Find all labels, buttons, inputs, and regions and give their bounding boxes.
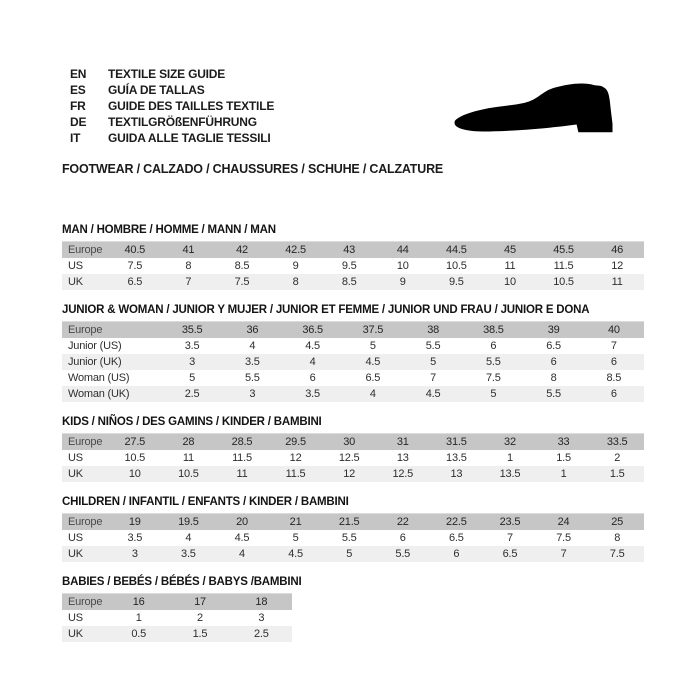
size-cell: 1 [506,452,513,464]
table-row [62,450,644,466]
size-cell: 6 [610,388,617,400]
size-cell: 4 [239,548,245,560]
size-cell: 7 [560,548,567,560]
section-title: KIDS / NIÑOS / DES GAMINS / KINDER / BAMBINI [62,416,322,428]
table-row [62,610,292,626]
size-cell: 7.5 [486,372,501,384]
section-title: CHILDREN / INFANTIL / ENFANTS / KINDER / BAMBINI [62,496,349,508]
size-cell: 1 [135,612,142,624]
table-row [62,258,644,274]
table-row [62,370,644,386]
language-row [70,114,274,130]
size-cell: 42 [236,244,248,256]
category-heading: FOOTWEAR / CALZADO / CHAUSSURES / SCHUHE / CALZATURE [62,162,444,176]
language-row [70,66,274,82]
size-cell: 36 [246,324,259,336]
size-cell: 17 [194,596,206,608]
size-cell: 10.5 [446,260,467,272]
size-cell: 20 [236,516,248,528]
row-label: UK [68,468,83,480]
size-cell: 8 [292,276,299,288]
table-row [62,546,644,562]
table-row [62,626,292,642]
size-cell: 31 [396,436,409,448]
row-label: Europe [68,324,103,336]
size-cell: 5 [430,356,437,368]
size-cell: 41 [182,244,195,256]
size-cell: 12 [289,452,302,464]
size-cell: 5 [292,532,299,544]
row-label: UK [68,548,83,560]
table-row [62,338,644,354]
size-cell: 12.5 [392,468,414,480]
table-row [62,530,644,546]
section-title: JUNIOR & WOMAN / JUNIOR Y MUJER / JUNIOR ET FEMME / JUNIOR UND FRAU / JUNIOR E DONA [62,304,590,316]
size-cell: 1.5 [192,628,208,640]
size-cell: 13 [396,452,409,464]
table-row [62,274,644,290]
size-cell: 5.5 [245,372,260,384]
row-label: Europe [68,436,103,448]
size-cell: 12 [343,468,356,480]
size-cell: 6.5 [449,532,464,544]
size-table [62,321,644,402]
row-label: Europe [68,244,103,256]
size-cell: 32 [504,436,516,448]
size-cell: 6.5 [502,548,518,560]
size-cell: 28.5 [231,436,253,448]
size-cell: 37.5 [362,324,384,336]
size-cell: 4.5 [234,532,250,544]
size-cell: 6 [550,356,557,368]
size-section [62,304,652,402]
size-cell: 7 [430,372,437,384]
language-title: TEXTILGRÖßENFÜHRUNG [108,115,257,129]
table-row [62,594,292,611]
language-title: TEXTILE SIZE GUIDE [108,67,226,81]
size-cell: 4.5 [288,548,303,560]
size-cell: 6.5 [546,340,561,352]
size-cell: 22 [396,516,409,528]
size-cell: 10 [504,276,516,288]
size-cell: 10 [396,260,409,272]
size-cell: 16 [132,596,145,608]
size-cell: 9.5 [449,276,464,288]
size-cell: 13 [450,468,463,480]
size-cell: 2.5 [253,628,269,640]
table-row [62,386,644,402]
size-table [62,241,644,290]
size-cell: 19 [128,516,141,528]
size-cell: 7.5 [556,532,571,544]
size-cell: 31.5 [446,436,467,448]
row-label: US [68,452,83,464]
size-cell: 7 [610,340,617,352]
size-cell: 2 [614,452,621,464]
language-code: IT [70,131,81,145]
size-cell: 2.5 [184,388,200,400]
table-row [62,514,644,531]
size-cell: 1.5 [609,468,625,480]
table-row [62,466,644,482]
size-cell: 42.5 [285,244,306,256]
size-cell: 7.5 [609,548,625,560]
size-cell: 8.5 [234,260,250,272]
table-row [62,242,644,259]
table-row [62,354,644,370]
size-cell: 24 [557,516,570,528]
row-label: Junior (US) [68,340,122,352]
size-cell: 4 [309,356,316,368]
size-cell: 3 [189,356,196,368]
size-cell: 7 [506,532,513,544]
language-code: DE [70,115,87,129]
size-cell: 3.5 [181,548,196,560]
size-cell: 4 [369,388,376,400]
size-cell: 2 [197,612,203,624]
row-label: Europe [68,516,103,528]
language-code: EN [70,67,87,81]
size-cell: 6.5 [127,276,143,288]
language-row [70,130,274,146]
size-cell: 22.5 [446,516,467,528]
size-cell: 4 [185,532,192,544]
size-cell: 5.5 [341,532,357,544]
size-cell: 3.5 [184,340,200,352]
size-cell: 12.5 [338,452,360,464]
size-cell: 6.5 [365,372,381,384]
row-label: Europe [68,596,103,608]
size-cell: 5 [490,388,497,400]
row-label: US [68,612,83,624]
language-row [70,82,274,98]
size-cell: 4.5 [365,356,381,368]
size-cell: 38 [427,324,440,336]
language-title: GUÍA DE TALLAS [108,83,205,97]
size-cell: 39 [547,324,560,336]
size-cell: 5.5 [486,356,501,368]
size-cell: 5.5 [395,548,411,560]
size-cell: 45.5 [553,244,574,256]
size-cell: 10 [128,468,141,480]
size-cell: 5 [369,340,376,352]
row-label: US [68,532,83,544]
size-section [62,416,652,482]
size-cell: 21.5 [338,516,360,528]
size-cell: 45 [504,244,516,256]
size-cell: 38.5 [483,324,504,336]
size-cell: 44.5 [446,244,467,256]
size-cell: 33 [557,436,570,448]
size-cell: 12 [611,260,624,272]
row-label: UK [68,628,83,640]
size-cell: 13.5 [499,468,521,480]
size-cell: 9 [399,276,406,288]
size-cell: 7.5 [127,260,143,272]
size-cell: 43 [343,244,356,256]
size-cell: 7.5 [234,276,250,288]
size-cell: 3 [258,612,265,624]
size-section [62,496,652,562]
size-cell: 6 [610,356,617,368]
size-cell: 40.5 [124,244,146,256]
size-cell: 28 [182,436,195,448]
section-title: MAN / HOMBRE / HOMME / MANN / MAN [62,224,276,236]
size-cell: 3.5 [127,532,143,544]
language-code: FR [70,99,86,113]
size-cell: 23.5 [499,516,521,528]
size-cell: 4 [249,340,256,352]
size-cell: 0.5 [131,628,147,640]
size-cell: 5 [189,372,196,384]
size-cell: 3 [249,388,256,400]
size-cell: 46 [611,244,624,256]
size-cell: 11 [611,276,623,288]
size-cell: 1.5 [556,452,571,464]
size-cell: 9 [292,260,299,272]
language-title-list [70,66,274,146]
size-cell: 6 [453,548,460,560]
size-cell: 25 [611,516,624,528]
size-cell: 3 [131,548,138,560]
row-label: Woman (UK) [68,388,130,400]
size-cell: 40 [607,324,620,336]
size-cell: 11.5 [232,452,252,464]
language-row [70,98,274,114]
size-cell: 10.5 [178,468,199,480]
size-cell: 8.5 [341,276,357,288]
size-cell: 19.5 [178,516,199,528]
size-cell: 6 [309,372,316,384]
size-cell: 9.5 [341,260,357,272]
size-table [62,593,292,642]
size-section [62,224,652,290]
language-title: GUIDE DES TAILLES TEXTILE [108,99,275,113]
size-tables [62,224,652,656]
size-cell: 29.5 [285,436,306,448]
row-label: Woman (US) [68,372,130,384]
size-cell: 30 [343,436,356,448]
size-cell: 6 [399,532,406,544]
size-cell: 10.5 [553,276,574,288]
size-cell: 3.5 [305,388,320,400]
table-row [62,322,644,339]
size-cell: 8 [614,532,621,544]
size-cell: 4.5 [425,388,441,400]
size-cell: 11 [504,260,516,272]
size-cell: 8 [185,260,192,272]
size-cell: 44 [396,244,409,256]
size-cell: 4.5 [305,340,320,352]
size-cell: 27.5 [124,436,146,448]
size-section [62,576,652,642]
table-row [62,434,644,451]
size-table [62,513,644,562]
language-title: GUIDA ALLE TAGLIE TESSILI [108,131,271,145]
row-label: US [68,260,83,272]
size-cell: 21 [289,516,302,528]
row-label: Junior (UK) [68,356,122,368]
size-cell: 35.5 [181,324,203,336]
size-cell: 5 [346,548,353,560]
row-label: UK [68,276,83,288]
size-cell: 33.5 [606,436,628,448]
dress-shoe-icon [448,82,623,140]
size-cell: 18 [255,596,268,608]
size-cell: 6 [490,340,497,352]
size-cell: 11.5 [553,260,574,272]
size-cell: 8 [550,372,557,384]
size-cell: 11 [182,452,194,464]
size-cell: 7 [185,276,192,288]
size-cell: 5.5 [425,340,441,352]
size-cell: 8.5 [606,372,622,384]
size-cell: 11.5 [285,468,306,480]
size-cell: 11 [236,468,248,480]
size-cell: 3.5 [245,356,260,368]
size-cell: 10.5 [124,452,146,464]
size-table [62,433,644,482]
size-cell: 5.5 [546,388,561,400]
language-code: ES [70,83,86,97]
size-cell: 36.5 [302,324,323,336]
section-title: BABIES / BEBÉS / BÉBÉS / BABYS /BAMBINI [62,576,302,588]
size-cell: 13.5 [446,452,467,464]
size-cell: 1 [560,468,567,480]
